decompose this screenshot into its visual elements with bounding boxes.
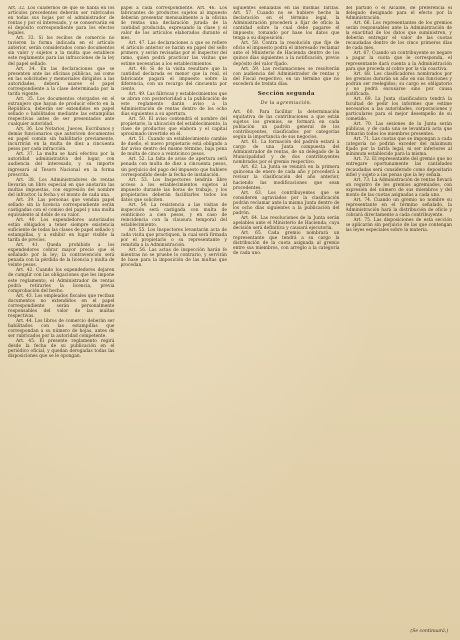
column-4 <box>346 6 453 628</box>
paragraph: Art. 73. La Administración de rentas llevará un registro de los gremios agremiados, con expresión del número de sus miembros y del monto de las cuotas asignadas a cada uno. <box>345 177 452 198</box>
paragraph: Art. 63. Los contribuyentes que se consideren agraviados por la clasificación podrán reclamar ante la misma Junta dentro de los ocho días siguientes a la publicación del padrón. <box>233 190 340 216</box>
paragraph: Art. 50. El aviso contendrá el nombre del propietario, la ubicación del establecimiento, la clase de productos que elabora y el capital aproximado invertido en él. <box>120 117 227 138</box>
paragraph: Art. 61. La formación del padrón estará a cargo de una Junta compuesta del Administrador de rentas, de un delegado de la Municipalidad y de dos contribuyentes nombrados por el gremio respectivo. <box>233 140 340 166</box>
paragraph: Art. 54. La resistencia a las visitas de inspección será castigada con multa de veinticinco a cien pesos, y en caso de reincidencia con la clausura temporal del establecimiento. <box>120 202 227 229</box>
paragraph: Art. 67. Cuando un contribuyente se negare a pagar la cuota que le corresponda, el representante dará cuenta a la Administración para que proceda al cobro por la vía coactiva. <box>345 51 452 72</box>
paragraph: Art. 36. Los Notarios, Jueces, Escribanos y demás funcionarios que autoricen documentos en papel común sin habilitarlo previamente, incurrirán en la multa de diez a cincuenta pesos por cada infracción. <box>8 127 115 153</box>
paragraph: siguientes señaladas en las mismas Tarifas. Art. 57. Cuando no se hubiere hecho la declaración en el término legal, la Administración procederá a fijar de oficio la cantidad sobre la cual debe pagarse el impuesto, tomando por base los datos que tenga a su disposición. <box>233 6 340 42</box>
paragraph: Art. 38. Los Administradores de rentas llevarán un libro especial en que anotarán las multas impuestas, con expresión del nombre del infractor, la fecha y el monto de cada una. <box>8 177 115 198</box>
paragraph: Art. 44. Los libros de comercio deberán ser habilitados con las estampillas que correspondan a su número de hojas, antes de ser rubricados por la autoridad competente. <box>8 318 115 340</box>
section-subtitle: De la agremiación. <box>260 100 312 106</box>
paragraph: Art. 74. Cuando un gremio no nombre su representante en el término señalado, la Administración hará la distribución de oficio y cobrará directamente a cada contribuyente. <box>345 197 452 218</box>
paragraph: del partido o el Alcalde, de preferencia el delegado designado para el efecto por la Administración. <box>345 6 452 22</box>
paragraph: Art. 35. Los documentos otorgados en el extranjero que hayan de producir efecto en la República, deberán ser extendidos en papel sellado o habilitados mediante las estampillas respectivas antes de ser presentados ante cualquier autoridad. <box>8 96 115 128</box>
paragraph: Art. 72. El representante del gremio que no entregare oportunamente las cantidades recaudadas será considerado como depositario infiel y sujeto a las penas que la ley señala. <box>345 157 452 178</box>
continuation-note: (Se continuará.) <box>410 629 448 634</box>
paragraph: Art. 41. Queda prohibido a los expendedores cobrar mayor precio que el señalado por la ley; la contravención será penada con la pérdida de la licencia y multa de veinte pesos. <box>8 243 115 269</box>
paragraph: Art. 55. Los Inspectores levantarán acta de cada visita que practiquen, la cual será firmada por el propietario o su representante y remitida a la Administración. <box>120 228 227 249</box>
paragraph: Art. 69. La Junta clasificadora tendrá la facultad de pedir los informes que estime necesarios a las autoridades, corporaciones y particulares para el mejor desempeño de su cometido. <box>345 96 452 123</box>
paragraph: Art. 66. Los representantes de los gremios serán responsables ante la Administración de la exactitud de los datos que suministren, y deberán entregar el valor de las cuotas recaudadas dentro de los cinco primeros días de cada mes. <box>345 21 452 52</box>
paragraph: Art. 52. La falta de aviso de apertura será penada con multa de diez a cincuenta pesos, sin perjuicio del pago del impuesto que hubiere correspondido desde la fecha de instalación. <box>120 157 227 178</box>
paragraph: Art. 56. Las actas de inspección harán fe mientras no se pruebe lo contrario, y servirán de base para la imposición de las multas que procedan. <box>120 248 227 269</box>
paragraph: Art. 60. Para facilitar la determinación equitativa de las contribuciones a que están sujetos los gremios, se formará en cada población un padrón general de los contribuyentes, clasificados por categorías según la importancia de sus negocios. <box>233 109 340 141</box>
paragraph: Art. 48. Si de la visita resultare que la cantidad declarada es menor que la real, el fabricante pagará el impuesto sobre la diferencia, con un recargo del cincuenta por ciento. <box>120 66 227 92</box>
paragraph: Art. 53. Los Inspectores tendrán libre acceso a los establecimientos sujetos al impuesto durante las horas de trabajo, y los propietarios deberán facilitarles todos los datos que soliciten. <box>120 177 227 203</box>
paragraph: Art. 58. Contra la resolución que fije de oficio el impuesto podrá el interesado reclamar ante el Ministerio de Hacienda dentro de los quince días siguientes a la notificación, previo depósito del valor fijado. <box>233 41 340 67</box>
paragraph: Art. 39. Las personas que vendan papel sellado sin la licencia correspondiente serán castigadas con el comiso del papel y una multa equivalente al doble de su valor. <box>8 197 115 218</box>
column-3 <box>233 6 340 628</box>
paragraph: Art. 68. Los clasificadores nombrados por los gremios durarán un año en sus funciones y podrán ser reelegidos; su cargo es obligatorio y no podrá excusarse sino por causa justificada. <box>345 71 452 97</box>
paragraph: Art. 71. Las cuotas que se impongan a cada categoría no podrán exceder del máximum fijado por la tarifa legal, ni ser inferiores al mínimum establecido para la misma. <box>345 137 452 158</box>
text-columns <box>8 6 452 628</box>
paragraph: Art. 49. Las fábricas y establecimientos que se abran con posterioridad a la publicación de este reglamento darán aviso a la Administración de rentas dentro de los ocho días siguientes a su apertura. <box>120 91 227 117</box>
column-1 <box>8 6 115 628</box>
column-2 <box>121 6 228 628</box>
paragraph: Art. 62. La Junta se reunirá en la primera quincena de enero de cada año y procederá a revisar la clasificación del año anterior, haciendo las modificaciones que sean procedentes. <box>233 165 340 191</box>
paragraph: Art. 37. La multa se hará efectiva por la autoridad administrativa del lugar, con audiencia del interesado, y su importe ingresará al Tesoro Nacional en la forma prescrita. <box>8 152 115 178</box>
paragraph: Art. 32. Los cuadernos de que se habla en los artículos precedentes deberán ser rubricados en todas sus hojas por el administrador de rentas y por el interesado, y se conservarán en el depósito correspondiente para los efectos legales. <box>8 6 115 37</box>
paragraph: Art. 34. En las declaraciones que se presenten ante las oficinas públicas, así como en las solicitudes y memoriales dirigidos a las autoridades, deberá usarse el papel correspondiente a la clase determinada por la tarifa vigente. <box>8 66 115 97</box>
paragraph: Art. 33. Si los recibos de comercio no tuvieren la forma indicada en el artículo anterior, serán considerados como documentos sin valor y sujetos a la multa que establece este reglamento para las infracciones de la ley del papel sellado. <box>8 36 115 67</box>
paragraph: Art. 75. Las disposiciones de esta sección se aplicarán sin perjuicio de las que contengan las leyes especiales sobre la materia. <box>345 217 452 234</box>
paragraph: Art. 64. Las resoluciones de la Junta serán apelables ante el Ministerio de Hacienda, cuya decisión será definitiva y causará ejecutoria. <box>233 215 340 231</box>
paragraph: papel a cada correspondiente. Art. 46. Los fabricantes de productos sujetos al impuesto deberán presentar mensualmente a la oficina de rentas una declaración jurada de la cantidad producida, expresando la clase y el valor de los artículos elaborados durante el mes. <box>120 6 227 42</box>
paragraph: Art. 51. Cuando un establecimiento cambie de dueño, el nuevo propietario está obligado a dar aviso dentro del mismo término, bajo pena de multa de cinco a veinticinco pesos. <box>120 137 227 158</box>
paragraph: Art. 47. Las declaraciones a que se refiere el artículo anterior se harán en papel del sello primero, y serán revisadas por el Inspector del ramo, quien podrá practicar las visitas que estime necesarias a los establecimientos. <box>120 41 227 67</box>
section-title: Sección segunda <box>257 90 315 97</box>
paragraph: Art. 59. Las reclamaciones se resolverán con audiencia del Administrador de rentas y del Fiscal respectivo, en un término que no excederá de treinta días. <box>233 66 340 87</box>
paragraph: Art. 70. Las sesiones de la Junta serán públicas, y de cada una se levantará acta que firmarán todos los miembros presentes. <box>345 122 452 138</box>
paragraph: Art. 42. Cuando los expendedores dejaren de cumplir con las obligaciones que les impone este reglamento, el Administrador de rentas podrá retirarles la licencia, previa comprobación del hecho. <box>8 268 115 294</box>
paragraph: Art. 45. El presente reglamento regirá desde la fecha de su publicación en el periódico oficial, y quedan derogadas todas las disposiciones que se le opongan. <box>8 339 115 360</box>
paragraph: Art. 65. Cada gremio nombrará un representante que tendrá a su cargo la distribución de la cuota asignada al gremio entre sus miembros, con arreglo a la categoría de cada uno. <box>233 230 340 257</box>
paragraph: Art. 40. Los expendedores autorizados están obligados a tener siempre existencia suficiente de todas las clases de papel sellado y estampillas, y a exhibir en lugar visible la tarifa de precios. <box>8 217 115 244</box>
paragraph: Art. 43. Los empleados fiscales que reciban documentos no extendidos en el papel correspondiente serán personalmente responsables del valor de las multas respectivas. <box>8 293 115 319</box>
